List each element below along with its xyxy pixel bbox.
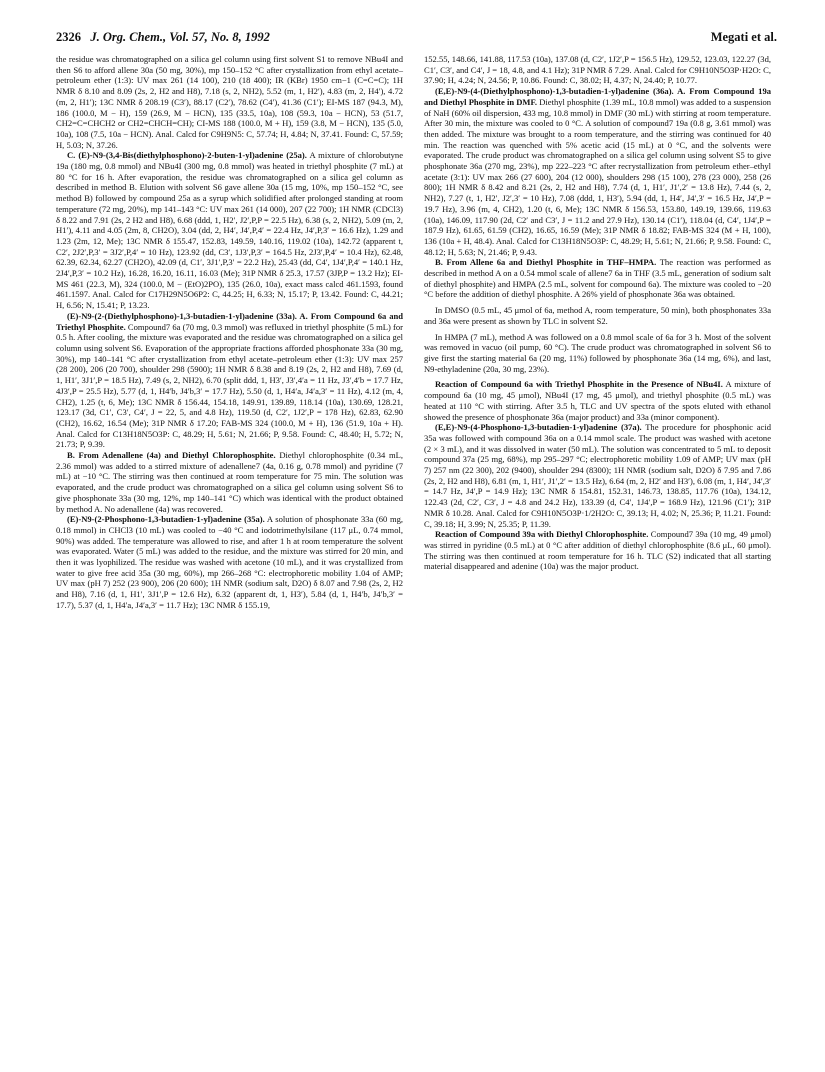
paragraph — [424, 379, 771, 422]
paragraph-text: Compound7 6a (70 mg, 0.3 mmol) was refluxed in triethyl phosphite (5 mL) for 0.5 h. After cooling, the mixture was evaporated and the residue was chromatographed on a silica gel column using solvent S6. Evaporation of the appropriate fractions afforded phosphonate 33a (30 mg, 30%), mp 140–141 °C after crystallization from ethyl acetate–petroleum ether (1:3): UV max 257 (28 200), 206 (20 700), shoulder 298 (5900); 1H NMR δ 8.38 and 8.19 (2s, 2, H2 and H8), 7.69 (d, 1, H1′, 3J1′,P = 18.5 Hz), 7.49 (s, 2, NH2), 6.70 (split ddd, 1, H3′, J3′,4′a = 11 Hz, J3′,4′b = 17.7 Hz, 4J3′,P = 25.5 Hz), 5.77 (d, 1, H4′b, J4′b,3′ = 17.7 Hz), 5.50 (d, 1, H4′a, J4′a,3′ = 11 Hz), 4.12 (m, 4, CH2), 1.25 (t, 6, Me); 13C NMR δ 156.44, 154.18, 149.91, 139.89, 118.14 (10a), 130.69, 128.21, 123.17 (3d, C1′, C3′, C4′, J = 22, 5, and 4.8 Hz), 119.50 (d, C2′, 1J2′,P = 178 Hz), 62.83, 62.90 (CH2), 16.62, 16.54 (Me); 31P NMR δ 17.20; FAB-MS 324 (100.0, M + H), 136 (51.9, 10a + H). Anal. Calcd for C13H18N5O3P: C, 48.29; H, 5.61; N, 21.66; P, 9.58. Found: C, 48.40; H, 5.72; N, 21.73; P, 9.39. — [56, 321, 403, 450]
paragraph-text: 152.55, 148.66, 141.88, 117.53 (10a), 137.08 (d, C2′, 1J2′,P = 156.5 Hz), 129.52, 123.03, 122.27 (3d, C1′, C3′, and C4′, J = 18, 4.8, and 4.1 Hz); 31P NMR δ 7.29. Anal. Calcd for C9H10N5O3P·H2O: C, 37.90; H, 4.24; N, 24.56; P, 10.86. Found: C, 38.02; H, 4.37; N, 24.40; P, 10.77. — [424, 54, 771, 86]
paragraph — [424, 529, 771, 572]
paragraph — [424, 422, 771, 529]
paragraph-heading: (E)-N9-(2-(Diethylphosphono)-1,3-butadien-1-yl)adenine (33a). A. From Compound 6a and Triethyl Phosphite. — [56, 310, 403, 332]
paragraph-text: A mixture of compound 6a (10 mg, 45 μmol), NBu4I (17 mg, 45 μmol), and triethyl phosphite (0.5 mL) was heated at 110 °C with stirring. After 3.5 h, TLC and UV spectra of the spots eluted with ethanol showed the presence of phosphonate 36a (major product) and 33a (minor component). — [424, 379, 771, 422]
two-column-body — [56, 54, 771, 1054]
paragraph-text: In HMPA (7 mL), method A was followed on a 0.8 mmol scale of 6a for 3 h. Most of the solvent was removed in vacuo (oil pump, 60 °C). The crude product was chromatographed in solvent S6 to give first the starting material 6a (20 mg, 11%) followed by phosphonate 36a (14 mg, 6%), and last, N9-ethyladenine (20a, 30 mg, 23%). — [424, 331, 771, 374]
paragraph — [424, 305, 771, 326]
paragraph-heading: B. From Adenallene (4a) and Diethyl Chlorophosphite. — [67, 450, 276, 461]
paragraph-text: A mixture of chlorobutyne 19a (180 mg, 0.8 mmol) and NBu4I (300 mg, 0.8 mmol) was heated in triethyl phosphite (7 mL) at 80 °C for 16 h. After evaporation, the residue was chromatographed on a silica gel column as described in method B. Elution with solvent S6 gave allene 30a (15 mg, 10%, mp 150–152 °C, see method B) followed by compound 25a as a syrup which solidified after prolonged standing at room temperature (72 mg, 20%), mp 141–143 °C: UV max 261 (14 000), 207 (22 700); 1H NMR (CDCl3) δ 8.22 and 7.91 (2s, 2 H2 and H8), 6.68 (ddd, 1, H2′, J2′,P,P = 22.5 Hz), 6.38 (s, 2, NH2), 5.09 (m, 2, H1′), 4.11 and 4.05 (2m, 8, CH2O), 3.04 (dd, 2, H4′, J4′,P,4′ = 22.4 Hz, J4′,P,3′ = 16.6 Hz), 1.29 and 1.23 (2m, 12, Me); 13C NMR δ 155.47, 152.83, 149.59, 140.16, 119.02 (10a), 142.72 (apparent t, C2′, 2J2′,P,3′ = 3J2′,P,4′ = 10 Hz), 123.92 (dd, C3′, 1J3′,P,3′ = 164.5 Hz, 2J3′,P,4′ = 10.4 Hz), 62.48, 62.39, 62.34, 62.27 (CH2O), 42.09 (d, C1′, 3J1′,P,3′ = 22.2 Hz), 25.43 (dd, C4′, 1J4′,P,4′ = 140.1 Hz, 2J4′,P,3′ = 10.2 Hz), 16.28, 16.20, 16.11, 16.03 (Me); 31P NMR δ 25.3, 17.57 (3JP,P = 13.2 Hz); EI-MS 461 (22.3, M), 324 (100.0, M − (EtO)2PO), 135 (26.0, 10a), exact mass calcd 461.1593, found 461.1597. Anal. Calcd for C17H29N5O6P2: C, 44.25; H, 6.33; N, 15.17; P, 13.42. Found: C, 44.21; H, 6.56; N, 15.41; P, 13.23. — [56, 150, 404, 311]
paragraph-text: Diethyl phosphite (1.39 mL, 10.8 mmol) was added to a suspension of NaH (60% oil dispersion, 433 mg, 10.8 mmol) in DMF (30 mL) with stirring at room temperature. After 30 min, the mixture was cooled to 0 °C. A solution of compound7 19a (0.8 g, 3.61 mmol) was then added. The mixture was brought to a room temperature, and the stirring was continued for 40 min. The reaction was quenched with 5% acetic acid (15 mL) at 0 °C, and the solvents were evaporated. The crude product was chromatographed on a silica gel column using solvent S5 to give phosphonate 36a (270 mg, 23%), mp 222–223 °C after recrystallization from petroleum ether–ethyl acetate (3:1): UV max 266 (27 600), 204 (12 000), shoulders 298 (15 100), 278 (23 000), 258 (26 800); 1H NMR δ 8.42 and 8.21 (2s, 2, H2 and H8), 7.74 (d, 1, H1′, J1′,2′ = 13.8 Hz), 7.44 (s, 2, NH2), 7.27 (t, 1, H2′, J2′,3′ = 10 Hz), 7.08 (ddd, 1, H3′), 5.94 (dd, 1, H4′, J4′,3′ = 16.5 Hz, J4′,P = 19.7 Hz), 3.96 (m, 4, CH2), 1.20 (t, 6, Me); 13C NMR δ 156.53, 153.80, 149.19, 139.66, 119.63 (10a), 146.09, 117.90 (2d, C2′ and C3′, J = 11.2 and 27.9 Hz), 130.14 (C1′), 118.04 (d, C4′, 1J4′,P = 187.9 Hz), 61.65, 61.59 (CH2), 16.65, 16.59 (Me); 31P NMR δ 18.82; FAB-MS 324 (M + H, 100), 136 (10a + H, 48.4). Anal. Calcd for C13H18N5O3P: C, 48.29; H, 5.61; N, 21.66; P, 9.58. Found: C, 48.12; H, 5.63; N, 21.46; P, 9.43. — [424, 96, 771, 257]
paragraph — [56, 311, 403, 450]
paragraph-text: The procedure for phosphonic acid 35a was followed with compound 36a on a 0.14 mmol scale. The product was washed with acetone (2 × 3 mL), and it was dissolved in water (50 mL). The solution was concentrated to 5 mL to deposit compound 37a (25 mg, 68%), mp 295–297 °C; electrophoretic mobility 1.09 of AMP; UV max (pH 7) 257 nm (22 300), 202 (9400), shoulder 294 (8300); 1H NMR (sodium salt, D2O) δ 7.95 and 7.86 (2s, 2, H2 and H8), 6.81 (m, 1, H1′, J1′,2′ = 13.5 Hz), 6.64 (m, 2, H2′ and H3′), 6.08 (m, 1, H4′, J4′,3′ = 14.7 Hz, J4′,P = 14.9 Hz); 13C NMR δ 154.81, 152.31, 146.73, 138.85, 117.76 (10a), 134.12, 122.43 (2d, C2′, C3′, J = 4.8 and 24.2 Hz), 133.39 (d, C4′, 1J4′,P = 168.9 Hz), 121.96 (C1′); 31P NMR δ 10.28. Anal. Calcd for C9H10N5O3P·1/2H2O: C, 39.13; H, 4.02; N, 25.36; P, 11.21. Found: C, 39.18; H, 3.99; N, 25.35; P, 11.39. — [424, 422, 772, 529]
page-header — [56, 30, 777, 50]
paragraph — [424, 86, 771, 257]
paragraph — [56, 514, 403, 610]
paragraph-text: the residue was chromatographed on a silica gel column using first solvent S1 to remove NBu4I and then S6 to afford allene 30a (50 mg, 30%), mp 150–152 °C after crystallization from ethyl acetate–petroleum ether (1:3): UV max 261 (14 100), 210 (18 400); IR (KBr) 1950 cm−1 (C=C=C); 1H NMR δ 8.10 and 8.09 (2s, 2, H2 and H8), 7.18 (s, 2, NH2), 5.52 (m, 1, H2′), 4.83 (m, 2, H4′), 4.72 (m, 2, H1′); 13C NMR δ 208.19 (C3′), 88.17 (C2′), 78.62 (C4′), 41.36 (C1′); EI-MS 187 (94.3, M), 186 (100.0, M − H), 159 (26.9, M − HCN), 135 (33.5, 10a), 108 (59.3, 10a − HCN), 53 (51.7, CH2=C=CHCH2 or CH2=CHCH=CH); CI-MS 188 (100.0, M + H), 159 (3.8, M − HCN), 135 (5.0, 10a), 108 (7.5, 10a − HCN). Anal. Calcd for C9H9N5: C, 57.74; H, 4.84; N, 37.41. Found: C, 57.59; H, 5.03; N, 37.26. — [56, 54, 403, 150]
header-left — [56, 30, 270, 45]
paragraph-heading: (E)-N9-(2-Phosphono-1,3-butadien-1-yl)adenine (35a). — [67, 514, 265, 525]
paragraph-text: Compound7 39a (10 mg, 49 μmol) was stirred in pyridine (0.5 mL) at 0 °C after addition of diethyl chlorophosphite (8.6 μL, 60 μmol). The stirring was then continued at room temperature for 16 h. TLC (S2) indicated that all starting material disappeared and adenine (10a) was the major product. — [424, 529, 771, 572]
paragraph-heading: Reaction of Compound 39a with Diethyl Chlorophosphite. — [435, 529, 649, 540]
journal-citation: J. Org. Chem., Vol. 57, No. 8, 1992 — [90, 30, 270, 44]
paragraph — [56, 450, 403, 514]
right-column — [424, 54, 771, 1054]
paragraph-heading: C. (E)-N9-(3,4-Bis(diethylphosphono)-2-buten-1-yl)adenine (25a). — [67, 150, 307, 161]
paragraph-heading: (E,E)-N9-(4-(Diethylphosphono)-1,3-butadien-1-yl)adenine (36a). A. From Compound 19a and Diethyl Phosphite in DMF. — [424, 86, 771, 107]
paragraph — [424, 54, 771, 86]
paragraph-text: In DMSO (0.5 mL, 45 μmol of 6a, method A, room temperature, 50 min), both phosphonates 33a and 36a were present as shown by TLC in solvent S2. — [424, 305, 771, 326]
header-authors: Megati et al. — [710, 30, 777, 44]
paragraph-heading: (E,E)-N9-(4-Phosphono-1,3-butadien-1-yl)adenine (37a). — [435, 422, 642, 433]
paragraph — [424, 332, 771, 375]
paragraph-text: A solution of phosphonate 33a (60 mg, 0.18 mmol) in CHCl3 (10 mL) was cooled to −40 °C and iodotrimethylsilane (117 μL, 0.74 mmol, 90%) was added. The temperature was allowed to rise, and after 1 h at room temperature the solvent was evaporated. Water (5 mL) was added to the residue, and the mixture was stirred for 20 min, and then it was lyophilized. The residue was washed with acetone (10 mL), and it was crystallized from water to give free acid 35a (30 mg, 60%), mp 266–268 °C: electrophoretic mobility 1.04 of AMP; UV max (pH 7) 252 (23 900), 206 (20 600); 1H NMR (sodium salt, D2O) δ 8.07 and 7.98 (2s, 2, H2 and H8), 7.16 (d, 1, H1′, 3J1′,P = 12.6 Hz), 6.32 (apparent dt, 1, H3′), 5.84 (d, 1, H4′b, J4′b,3′ = 17.7), 5.37 (d, 1, H4′a, J4′a,3′ = 11.7 Hz); 13C NMR δ 155.19, — [56, 514, 404, 610]
page-number: 2326 — [56, 30, 81, 44]
paragraph — [424, 257, 771, 300]
paragraph-heading: B. From Allene 6a and Diethyl Phosphite in THF–HMPA. — [435, 257, 657, 268]
paragraph — [56, 54, 403, 150]
paragraph-text: Diethyl chlorophosphite (0.34 mL, 2.36 mmol) was added to a stirred mixture of adenallene7 (4a, 0.16 g, 0.78 mmol) and pyridine (7 mL) at −10 °C. The stirring was then continued at room temperature for 75 min. The solution was evaporated, and the crude product was chromatographed on a silica gel column using solvent S6 to give phosphonate 33a (30 mg, 12%, mp 140–141 °C) which was identical with the product obtained by method A. No adenallene (4a) was recovered. — [56, 450, 403, 514]
paragraph — [56, 150, 403, 311]
paragraph-heading: Reaction of Compound 6a with Triethyl Phosphite in the Presence of NBu4I. — [435, 379, 723, 390]
paragraph-text: The reaction was performed as described in method A on a 0.54 mmol scale of allene7 6a in THF (3.5 mL, generation of sodium salt of diethyl phosphite) and HMPA (2.5 mL, solvent for compound 6a). The mixture was cooled to −20 °C before the addition of diethyl phosphite. A 26% yield of phosphonate 36a was obtained. — [424, 257, 771, 300]
left-column — [56, 54, 403, 1054]
